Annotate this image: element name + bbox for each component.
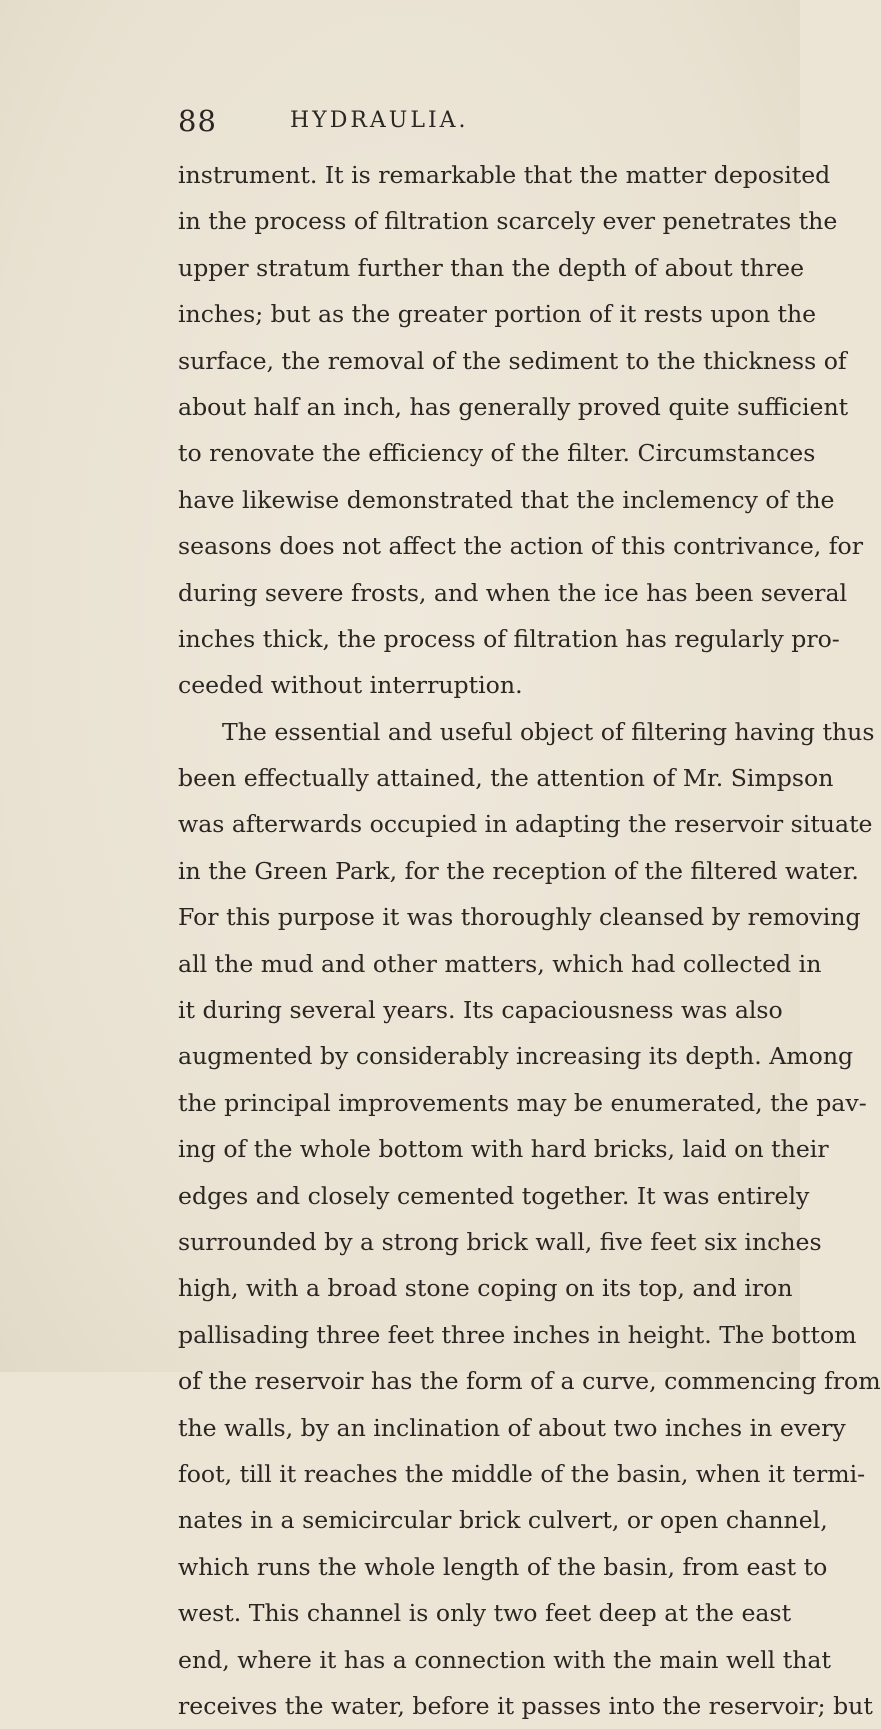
paragraph-first-line: The essential and useful object of filtering having thus [222, 717, 875, 746]
text-line: was afterwards occupied in adapting the reservoir situate [178, 810, 873, 839]
text-line: edges and closely cemented together. It was entirely [178, 1181, 810, 1210]
text-line: which runs the whole length of the basin, from east to [178, 1552, 828, 1581]
text-line: west. This channel is only two feet deep at the east [178, 1599, 792, 1628]
paragraph-end-line: ceeded without interruption. [178, 671, 523, 700]
text-line: upper stratum further than the depth of about three [178, 253, 805, 282]
page-number: 88 [178, 104, 217, 138]
text-line: the principal improvements may be enumerated, the pav- [178, 1088, 867, 1117]
text-line: have likewise demonstrated that the inclemency of the [178, 485, 835, 514]
text-line: all the mud and other matters, which had collected in [178, 949, 822, 978]
text-line: the walls, by an inclination of about two inches in every [178, 1413, 846, 1442]
text-line: end, where it has a connection with the main well that [178, 1645, 831, 1674]
text-line: seasons does not affect the action of this contrivance, for [178, 532, 864, 561]
text-line: to renovate the efficiency of the filter. Circumstances [178, 439, 816, 468]
text-line: nates in a semicircular brick culvert, or open channel, [178, 1506, 828, 1535]
text-line: high, with a broad stone coping on its top, and iron [178, 1274, 793, 1303]
text-line: it during several years. Its capaciousness was also [178, 996, 783, 1025]
text-line: during severe frosts, and when the ice has been several [178, 578, 848, 607]
text-line: pallisading three feet three inches in height. The bottom [178, 1320, 857, 1349]
text-line: surrounded by a strong brick wall, five feet six inches [178, 1227, 822, 1256]
text-line: instrument. It is remarkable that the matter deposited [178, 161, 831, 189]
text-line: in the Green Park, for the reception of the filtered water. [178, 856, 859, 885]
text-line: about half an inch, has generally proved quite sufficient [178, 392, 849, 421]
text-line: been effectually attained, the attention of Mr. Simpson [178, 764, 834, 793]
body-text [178, 152, 881, 1729]
text-line: ing of the whole bottom with hard bricks, laid on their [178, 1135, 829, 1164]
page-header [0, 104, 800, 144]
text-line: foot, till it reaches the middle of the basin, when it termi- [178, 1459, 866, 1488]
text-line: inches thick, the process of filtration has regularly pro- [178, 624, 840, 653]
text-line: surface, the removal of the sediment to the thickness of [178, 346, 847, 375]
text-line: in the process of filtration scarcely ever penetrates the [178, 207, 838, 236]
text-line: receives the water, before it passes into the reservoir; but [178, 1691, 873, 1720]
text-line: augmented by considerably increasing its depth. Among [178, 1042, 854, 1071]
text-line: inches; but as the greater portion of it rests upon the [178, 300, 817, 329]
text-line: For this purpose it was thoroughly cleansed by removing [178, 903, 861, 932]
text-line: of the reservoir has the form of a curve, commencing from [178, 1367, 881, 1396]
running-head: HYDRAULIA. [290, 108, 469, 133]
